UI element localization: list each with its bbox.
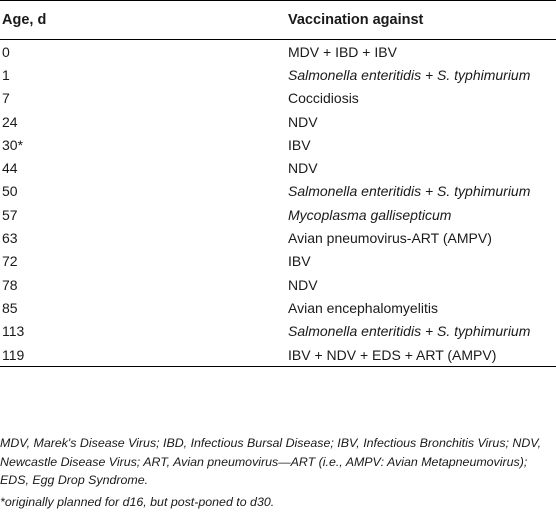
table-row — [0, 87, 556, 110]
cell-vaccine: IBV — [288, 136, 311, 153]
table-row — [0, 63, 556, 86]
cell-age: 0 — [2, 43, 10, 60]
cell-vaccine: Mycoplasma gallisepticum — [288, 206, 452, 223]
cell-age: 1 — [2, 66, 10, 83]
header-age: Age, d — [2, 12, 47, 28]
cell-age: 85 — [2, 299, 18, 316]
table-row — [0, 133, 556, 156]
table-row — [0, 40, 556, 63]
cell-age: 44 — [2, 160, 18, 177]
cell-age: 78 — [2, 276, 18, 293]
table-body — [0, 40, 556, 366]
abbreviations-footnote: MDV, Marek's Disease Virus; IBD, Infectious Bursal Disease; IBV, Infectious Bronchitis Virus; NDV, Newcastle Disease Virus; ART, Avian pneumovirus—ART (i.e., AMPV: Avian Metapneumovirus); EDS, Egg Drop Syndrome. — [0, 436, 542, 487]
header-vaccination: Vaccination against — [288, 12, 424, 28]
cell-age: 24 — [2, 113, 18, 130]
bottom-rule — [0, 366, 556, 367]
cell-age: 57 — [2, 206, 18, 223]
table-row — [0, 273, 556, 296]
cell-vaccine: NDV — [288, 113, 318, 130]
table-row — [0, 320, 556, 343]
table-row — [0, 110, 556, 133]
cell-age: 30* — [2, 136, 24, 153]
cell-age: 7 — [2, 90, 10, 107]
asterisk-footnote: *originally planned for d16, but post-poned to d30. — [0, 494, 275, 509]
cell-age: 63 — [2, 230, 18, 247]
cell-vaccine: IBV + NDV + EDS + ART (AMPV) — [288, 346, 497, 363]
cell-age: 72 — [2, 253, 18, 270]
cell-vaccine: Coccidiosis — [288, 90, 359, 107]
cell-age: 113 — [2, 323, 25, 340]
cell-vaccine: IBV — [288, 253, 311, 270]
cell-vaccine: Avian pneumovirus-ART (AMPV) — [288, 230, 492, 247]
table-row — [0, 180, 556, 203]
cell-vaccine: Salmonella enteritidis + S. typhimurium — [288, 66, 531, 83]
cell-age: 50 — [2, 183, 18, 200]
table-footnotes — [0, 434, 552, 511]
table-row — [0, 226, 556, 249]
cell-vaccine: Avian encephalomyelitis — [288, 299, 438, 316]
table-row — [0, 203, 556, 226]
table-row — [0, 156, 556, 179]
cell-vaccine: MDV + IBD + IBV — [288, 43, 397, 60]
table-row — [0, 250, 556, 273]
cell-vaccine: NDV — [288, 160, 318, 177]
cell-vaccine: Salmonella enteritidis + S. typhimurium — [288, 183, 531, 200]
table-row — [0, 343, 556, 366]
cell-age: 119 — [2, 346, 25, 363]
table-header-row — [0, 1, 556, 39]
table-row — [0, 296, 556, 319]
cell-vaccine: NDV — [288, 276, 318, 293]
cell-vaccine: Salmonella enteritidis + S. typhimurium — [288, 323, 531, 340]
